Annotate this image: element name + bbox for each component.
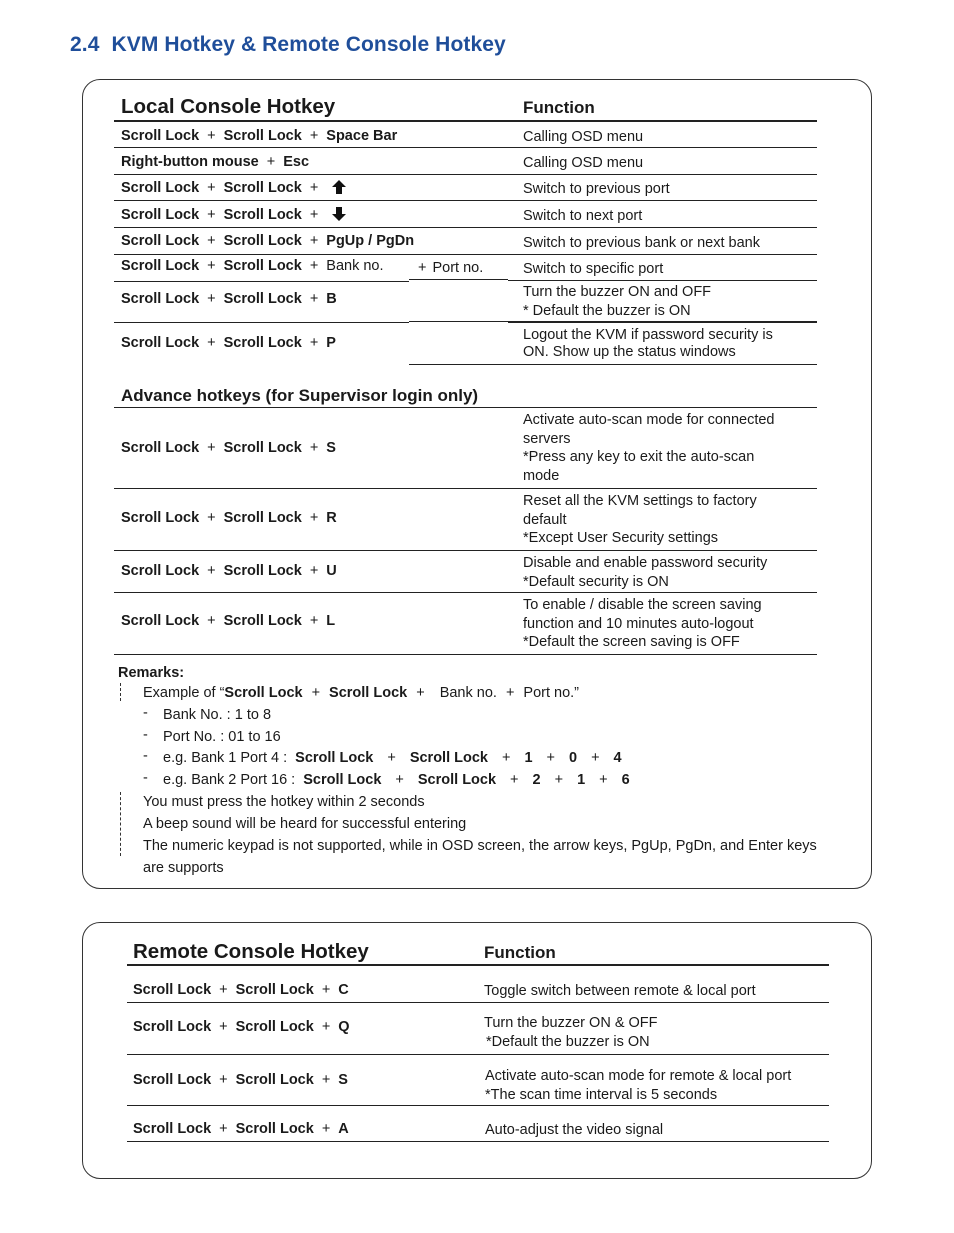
advance-row-4-function: To enable / disable the screen saving function and 10 minutes auto-logout *Default the screen saving is OFF [523, 597, 762, 650]
dash-marker: - [143, 727, 148, 743]
row-rule [114, 550, 817, 551]
row-rule [409, 279, 508, 280]
advance-row-1-keys: Scroll Lock + Scroll Lock + S [121, 440, 336, 456]
advance-row-3-keys: Scroll Lock + Scroll Lock + U [121, 563, 337, 579]
hotkey-row-3-keys: Scroll Lock + Scroll Lock + [121, 180, 346, 196]
row-rule [114, 322, 409, 323]
arrow-down-icon [332, 207, 346, 221]
bullet-marker [120, 683, 121, 701]
hotkey-row-3-function: Switch to previous port [523, 181, 670, 197]
header-rule [114, 120, 817, 122]
remote-row-1-keys: Scroll Lock + Scroll Lock + C [133, 982, 349, 998]
row-rule [114, 407, 817, 408]
remote-function-header: Function [484, 943, 556, 962]
row-rule [114, 147, 817, 148]
hotkey-row-2-keys: Right-button mouse + Esc [121, 154, 310, 170]
row-rule [114, 592, 817, 593]
advance-row-2-keys: Scroll Lock + Scroll Lock + R [121, 510, 337, 526]
remarks-example-2: e.g. Bank 2 Port 16 : Scroll Lock + Scroll Lock + 2 + 1 + 6 [163, 772, 630, 788]
remarks-port: Port No. : 01 to 16 [163, 729, 281, 745]
remote-row-3-keys: Scroll Lock + Scroll Lock + S [133, 1072, 348, 1088]
row-rule [127, 1141, 829, 1142]
row-rule [127, 1105, 829, 1106]
row-rule [114, 200, 817, 201]
hotkey-row-1-function: Calling OSD menu [523, 129, 644, 145]
advance-row-1-function: Activate auto-scan mode for connected servers *Press any key to exit the auto-scan mode [523, 412, 775, 484]
row-rule [114, 174, 817, 175]
hotkey-row-5-keys: Scroll Lock + Scroll Lock + PgUp / PgDn [121, 233, 415, 249]
dash-marker: - [143, 748, 148, 764]
remarks-example: Example of “Scroll Lock + Scroll Lock + Bank no. + Port no.” [143, 685, 580, 701]
advance-row-3-function: Disable and enable password security *Default security is ON [523, 555, 768, 590]
row-rule [508, 280, 817, 281]
arrow-up-icon [332, 180, 346, 194]
row-rule [508, 254, 817, 255]
row-rule [508, 321, 817, 323]
row-rule [114, 227, 817, 228]
remarks-note-3: The numeric keypad is not supported, while in OSD screen, the arrow keys, PgUp, PgDn, and Enter keys [143, 838, 817, 854]
row-rule [114, 488, 817, 489]
remote-row-1-function: Toggle switch between remote & local port [484, 983, 756, 999]
advance-row-4-keys: Scroll Lock + Scroll Lock + L [121, 613, 336, 629]
remarks-bank: Bank No. : 1 to 8 [163, 707, 272, 723]
remarks-note-2: A beep sound will be heard for successful entering [143, 816, 467, 832]
dash-marker: - [143, 705, 148, 721]
row-rule [127, 1054, 829, 1055]
dash-marker: - [143, 770, 148, 786]
bullet-marker [120, 792, 121, 856]
local-console-title: Local Console Hotkey [121, 95, 336, 118]
row-rule [114, 281, 409, 282]
remote-row-2-keys: Scroll Lock + Scroll Lock + Q [133, 1019, 350, 1035]
remarks-note-4: are supports [143, 860, 224, 876]
remote-row-3-function: Activate auto-scan mode for remote & local port *The scan time interval is 5 seconds [485, 1068, 792, 1103]
hotkey-row-8-keys: Scroll Lock + Scroll Lock + P [121, 335, 336, 351]
hotkey-row-2-function: Calling OSD menu [523, 155, 644, 171]
hotkey-row-1-keys: Scroll Lock + Scroll Lock + Space Bar [121, 128, 398, 144]
hotkey-row-4-function: Switch to next port [523, 208, 643, 224]
row-rule [114, 654, 817, 655]
hotkey-row-6-keys: Scroll Lock + Scroll Lock + Bank no. [121, 258, 384, 274]
remote-console-title: Remote Console Hotkey [133, 940, 369, 963]
row-rule [114, 254, 508, 255]
advance-hotkeys-title: Advance hotkeys (for Supervisor login only) [121, 386, 479, 405]
hotkey-row-7-function: Turn the buzzer ON and OFF * Default the buzzer is ON [523, 284, 712, 319]
remarks-note-1: You must press the hotkey within 2 seconds [143, 794, 425, 810]
row-rule [409, 321, 508, 322]
local-function-header: Function [523, 98, 595, 117]
hotkey-row-5-function: Switch to previous bank or next bank [523, 235, 760, 251]
section-heading [70, 33, 506, 57]
hotkey-row-6-port: + Port no. [418, 260, 484, 276]
advance-row-2-function: Reset all the KVM settings to factory default *Except User Security settings [523, 493, 757, 546]
hotkey-row-6-function: Switch to specific port [523, 261, 664, 277]
remote-row-4-keys: Scroll Lock + Scroll Lock + A [133, 1121, 349, 1137]
remarks-title: Remarks: [118, 665, 185, 681]
remarks-example-1: e.g. Bank 1 Port 4 : Scroll Lock + Scroll Lock + 1 + 0 + 4 [163, 750, 622, 766]
row-rule [127, 1002, 829, 1003]
remote-row-2-function: Turn the buzzer ON & OFF *Default the buzzer is ON [484, 1015, 658, 1050]
remote-row-4-function: Auto-adjust the video signal [485, 1122, 664, 1138]
hotkey-row-4-keys: Scroll Lock + Scroll Lock + [121, 207, 346, 223]
hotkey-row-8-function: Logout the KVM if password security is ON. Show up the status windows [523, 327, 773, 360]
section-number: 2.4 [70, 33, 100, 56]
section-title: KVM Hotkey & Remote Console Hotkey [111, 33, 506, 56]
hotkey-row-7-keys: Scroll Lock + Scroll Lock + B [121, 291, 337, 307]
row-rule [409, 364, 817, 365]
header-rule [127, 964, 829, 966]
